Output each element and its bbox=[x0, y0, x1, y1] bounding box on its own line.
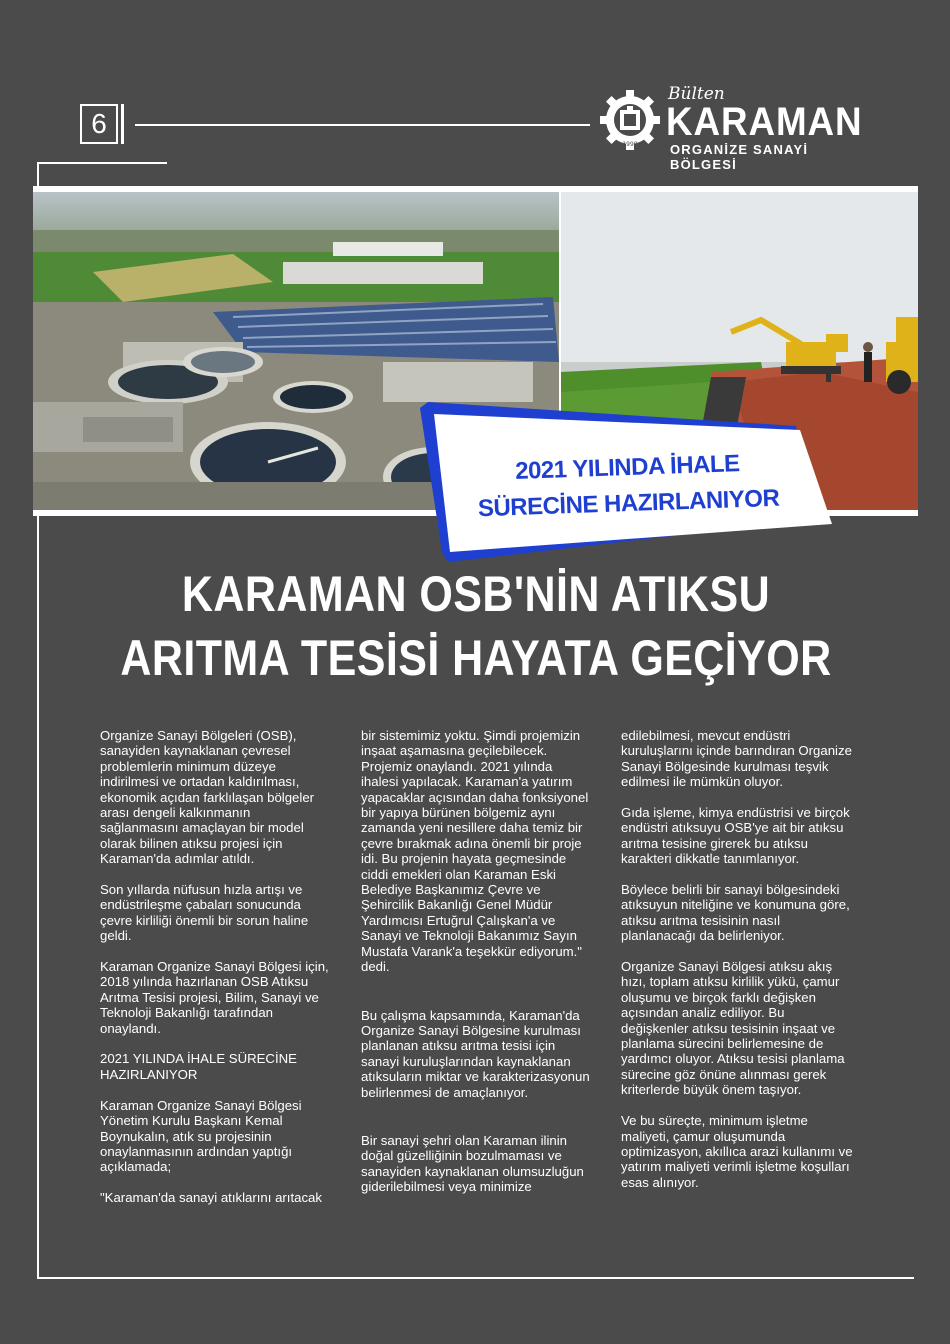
paragraph: Karaman Organize Sanayi Bölgesi için, 2018 yılında hazırlanan OSB Atıksu Arıtma Tesisi projesi, Bilim, Sanayi ve Teknoloji Bakanlığı tarafından onaylandı. bbox=[100, 959, 329, 1036]
paragraph: Böylece belirli bir sanayi bölgesindeki atıksuyun niteliğine ve konumuna göre, atıksu arıtma tesisinin nasıl planlanacağı da belirleniyor. bbox=[621, 882, 850, 944]
paragraph: Organize Sanayi Bölgesi atıksu akış hızı, toplam atıksu kirlilik yükü, çamur oluşumu ve birçok farklı değişken açısından analiz ediliyor. Bu değişkenler atıksu tesisinin inşaat ve planlama sürecini belirlemesine de yardımcı oluyor. Atıksu tesisi planlama sürecine göz önüne alınması gerek kriterlerde büyük önem taşıyor. bbox=[621, 959, 845, 1098]
banner-title bbox=[447, 444, 809, 529]
logo-name-text: KARAMAN bbox=[666, 100, 863, 144]
gear-emblem-icon bbox=[598, 88, 662, 152]
paragraph: Karaman Organize Sanayi Bölgesi Yönetim Kurulu Başkanı Kemal Boynukalın, atık su projesinin onaylanmasının ardından yaptığı açıklamada; bbox=[100, 1097, 302, 1175]
page-number-bar bbox=[121, 104, 124, 144]
article-column-2 bbox=[361, 728, 593, 1210]
paragraph: edilebilmesi, mevcut endüstri kuruluşlarını içinde barındıran Organize Sanayi Bölgesinde kurulması teşvik edilmesi ile mümkün oluyor. bbox=[621, 728, 852, 790]
subheading: 2021 YILINDA İHALE SÜRECİNE HAZIRLANIYOR bbox=[100, 1051, 297, 1082]
header-rule bbox=[135, 124, 590, 126]
paragraph: Gıda işleme, kimya endüstrisi ve birçok endüstri atıksuyu OSB'ye ait bir atıksu arıtma tesisine girerek bu atıksu karakteri dikkatle tanımlanıyor. bbox=[621, 805, 850, 867]
headline-line-1: KARAMAN OSB'NİN ATIKSU bbox=[181, 566, 771, 622]
frame-top-rule bbox=[37, 162, 167, 164]
paragraph: "Karaman'da sanayi atıklarını arıtacak bbox=[100, 1190, 322, 1206]
headline-line-2: ARITMA TESİSİ HAYATA GEÇİYOR bbox=[120, 630, 832, 686]
logo-subtitle-text: ORGANİZE SANAYİ BÖLGESİ bbox=[670, 142, 809, 172]
page-number: 6 bbox=[80, 104, 118, 144]
logo-year: 1990 bbox=[622, 141, 638, 148]
logo-bulten-text: Bülten bbox=[668, 84, 725, 104]
frame-bottom-rule bbox=[37, 1277, 914, 1279]
article-column-3 bbox=[621, 728, 853, 1206]
paragraph: Ve bu süreçte, minimum işletme maliyeti, çamur oluşumunda optimizasyon, akıllıca arazi kullanımı ve yatırım maliyeti verimli işletme koşulları esas alınıyor. bbox=[621, 1113, 853, 1190]
paragraph: Bu çalışma kapsamında, Karaman'da Organize Sanayi Bölgesine kurulması planlanan atıksu arıtma tesisi için sanayi kuruluşlarından kaynaklanan atıksuların miktar ve karakterizasyonun belirlenmesi de amaçlanıyor. bbox=[361, 1007, 590, 1100]
article-headline bbox=[40, 562, 912, 690]
paragraph: Organize Sanayi Bölgeleri (OSB), sanayiden kaynaklanan çevresel problemlerin minimum düzeye indirilmesi ve ortadan kaldırılması, ekonomik açıdan farklılaşan bölgeler arası dengeli kalkınmanın sağlanmasını amaçlayan bir model olarak bilinen atıksu projesi için Karaman'da adımlar atıldı. bbox=[100, 728, 315, 867]
karaman-osb-logo bbox=[598, 84, 868, 172]
paragraph: bir sistemimiz yoktu. Şimdi projemizin inşaat aşamasına geçilebilecek. Projemiz onaylandı. 2021 yılında ihalesi yapılacak. Karaman'a yatırım yapacaklar açısından daha fonksiyonel bir yapıya bürünen bölgemiz aynı zamanda yeni nesillere daha temiz bir çevre bırakmak adına önemli bir proje idi. Bu projenin hayata geçmesinde ciddi emekleri olan Karaman Eski Belediye Başkanımız Çevre ve Şehircilik Bakanlığı Genel Müdür Yardımcısı Ertuğrul Çalışkan'a ve Sanayi ve Teknoloji Bakanımız Sayın Mustafa Varank'a teşekkür ediyorum." dedi. bbox=[361, 728, 589, 975]
banner-line-2: SÜRECİNE HAZIRLANIYOR bbox=[477, 484, 780, 523]
paragraph: Son yıllarda nüfusun hızla artışı ve endüstrileşme çabaları sonucunda çevre kirliliği önemli bir sorun haline geldi. bbox=[100, 882, 309, 944]
article-column-1 bbox=[100, 728, 332, 1221]
banner-line-1: 2021 YILINDA İHALE bbox=[514, 450, 740, 485]
paragraph: Bir sanayi şehri olan Karaman ilinin doğal güzelliğinin bozulmaması ve sanayiden kaynaklanan olumsuzluğun giderilebilmesi veya minimize bbox=[361, 1132, 584, 1195]
